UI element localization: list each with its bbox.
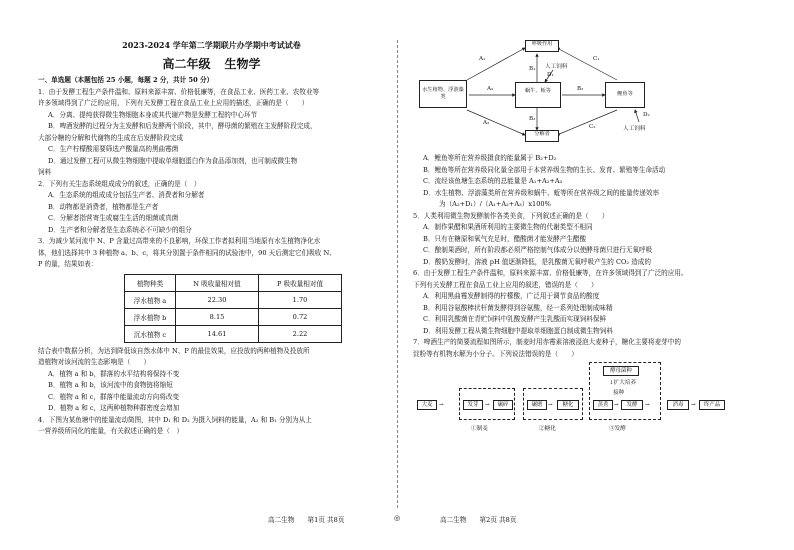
q3-option-b: B．植物 a 和 b，该河流中的食物链将缩短: [48, 381, 173, 389]
q6-stem-2: 下列有关发酵工程在食品工业上应用的叙述，错误的是（ ）: [413, 280, 598, 289]
b2-label: B₂: [577, 86, 584, 92]
a2-label: A₂: [487, 86, 494, 92]
germ-box: 发芽: [463, 400, 483, 410]
stage-malting: ①制麦: [471, 426, 488, 432]
footer-right: 高二生物 第2页 共8页: [440, 516, 517, 524]
q4-option-d: D．水生植物、浮游藻类所在营养级和蜗牛、蚯等所在营养级之间的能量传递效率: [423, 188, 660, 197]
q3-option-c: C．植物 a 和 c，群落中能量流动方向将改变: [48, 392, 180, 401]
table-header-cell: P 吸收量相对值: [259, 274, 342, 291]
table-cell: 浮水植物 a: [125, 291, 176, 308]
q2-option-b: B．动物都是消费者，植物都是生产者: [48, 202, 159, 211]
q4-stem-1: 4．下图为某鱼塘中的能量流动简图，其中 D₁ 和 D₂ 为摄入饲料的能量，A₂ 和 B₁ 分别为从上: [38, 415, 312, 424]
table-cell: 0.72: [259, 308, 342, 325]
ferment-box: 发酵: [621, 400, 643, 410]
arrow-3: →: [548, 402, 553, 408]
q4-option-c: C．流经该鱼塘生态系统的总能量是 A₁+A₂+A₃: [423, 177, 563, 185]
exam-title: 2023-2024 学年第二学期联片办学期中考试试卷: [122, 40, 301, 50]
energy-flow-diagram: [417, 40, 780, 150]
c2-label: C₂: [589, 124, 596, 130]
q4-option-a: A．鲤鱼等所在营养级摄食的能量属于 B₂+D₂: [423, 154, 557, 162]
table-cell: 浮水植物 b: [125, 308, 176, 325]
q4-stem-2: 一营养级所同化的能量，有关叙述正确的是（ ）: [38, 427, 184, 435]
table-header-cell: N 吸收量相对值: [176, 274, 259, 291]
q3-option-d: D．植物 a 和 c，这两种植物种群密度会增加: [48, 404, 180, 412]
crush2-box: 碾磨: [527, 400, 547, 410]
b3-label: B₃: [529, 116, 536, 122]
q3-stem-2: 体，他们选择其中 3 种植物 a、b、c，将其分别置于条件相同的试验池中，90 天后测定它们吸收 N、: [38, 248, 336, 257]
q5-option-a: A．制作果醋和果酒所利用的主要微生物的代谢类型不相同: [423, 223, 593, 231]
boil-box: 蒸煮: [593, 400, 613, 410]
q1-stem-2: 许多领域得到了广泛的应用，下列有关发酵工程在食品工业上应用的描述，正确的是（ ）: [38, 99, 309, 107]
snail-box: 蜗牛、蚯等: [515, 82, 561, 108]
q3-stem-1: 3．为减少某河流中 N、P 含量过高带来的不良影响，环保工作者拟利用当地原有水生植物净化水: [38, 237, 321, 245]
grade-label: 高二年级: [162, 57, 211, 71]
q6-option-b: B．利用谷氨酸棒状杆菌发酵得到谷氨酸，经一系列处理制成味精: [423, 303, 613, 312]
section-heading: 一、单选题（本题包括 25 小题，每题 2 分，共计 50 分）: [38, 76, 214, 84]
filter-box: 消毒: [667, 400, 689, 410]
d2-label: D₂: [643, 112, 650, 118]
breath-box: 呼吸作用: [525, 40, 559, 52]
q3-option-a: A．植物 a 和 b，群落的水平结构将保持不变: [48, 369, 180, 378]
page-right: [397, 0, 794, 550]
stage-ferment: ③发酵: [609, 426, 626, 432]
c1-label: C₁: [593, 56, 600, 62]
b1-label: B₁: [529, 66, 536, 72]
q2-option-d: D．生产者和分解者是生态系统必不可缺少的组分: [48, 225, 192, 234]
table-cell: 14.61: [176, 325, 259, 342]
expand-label: ↓扩大培养: [609, 380, 637, 386]
q7-stem-1: 7．啤酒生产的简要流程如图所示，制麦时用赤霉素溶液浸泡大麦种子，糖化主要将麦芽中的: [413, 338, 681, 346]
arrow-1: →: [439, 402, 444, 408]
q1-option-c: C．生产柠檬酸需要筛选产酸量高的黑曲霉菌: [48, 145, 179, 153]
table-cell: 8.15: [176, 308, 259, 325]
arrow-4: →: [614, 402, 619, 408]
producer-box: 水生植物、浮游藻类: [419, 80, 467, 108]
q2-option-c: C．分解者指营寄生或腐生生活的细菌或真菌: [48, 214, 179, 222]
table-cell: 22.30: [176, 291, 259, 308]
beer-process-diagram: [413, 362, 780, 452]
stage-saccharify: ②糖化: [539, 426, 556, 432]
q6-stem-1: 6．由于发酵工程生产条件温和，原料来源丰富、价格低廉等，在许多领域得到了广泛的应用。: [413, 269, 688, 277]
arrow-2: →: [485, 402, 490, 408]
d1-label: D₁: [547, 72, 554, 78]
a1-label: A₁: [479, 56, 486, 62]
barley-box: 大麦: [417, 400, 437, 410]
q3-after-1: 结合表中数据分析，为达到降低该自然水体中 N、P 的最佳效果，应投放的两种植物及投放所: [38, 346, 310, 355]
subject-label: 生物学: [224, 57, 261, 71]
table-header-row: [125, 274, 342, 291]
table-cell: 沉水植物 c: [125, 325, 176, 342]
q5-option-d: D．酸奶发酵时，溶液 pH 值逐渐降低，是乳酸菌无氧呼吸产生的 CO₂ 造成的: [423, 257, 651, 266]
q6-option-c: C．利用乳酸菌在青贮饲料中乳酸发酵产生乳酸而实现饲料保鲜: [423, 315, 607, 323]
sugar-box: 糖化: [557, 400, 579, 410]
q3-stem-3: P 的量，结果如表：: [38, 260, 98, 268]
q7-stem-2: 淀粉等有机物水解为小分子。下列说法错误的是（ ）: [413, 349, 578, 358]
table-cell: 2.22: [259, 325, 342, 342]
q1-option-b: B．啤酒发酵的过程分为主发酵和后发酵两个阶段，其中，酵母菌的繁殖在主发酵阶段完成，: [48, 122, 317, 130]
grade-subject: [38, 55, 385, 72]
fish-box: 鲤鱼等: [605, 82, 645, 108]
a3-label: A₃: [483, 120, 490, 126]
inoculate-label: 接种: [613, 390, 625, 396]
table-row: [125, 325, 342, 342]
q3-after-2: 造植物对该河流的生态影响是（ ）: [38, 358, 151, 366]
q6-option-d: D．利用发酵工程从微生物细胞中提取单细胞蛋白制成微生物饲料: [423, 326, 613, 335]
q6-option-a: A．利用黑曲霉发酵制得的柠檬酸，广泛用于调节食品的酸度: [423, 292, 600, 300]
q1-option-a: A．分离、提纯获得微生物细胞本身或其代谢产物是发酵工程的中心环节: [48, 110, 258, 119]
footer-left: 高二生物 第1页 共8页: [268, 516, 345, 524]
footer-circle: ◎: [394, 514, 401, 522]
arrow-5: →: [645, 402, 650, 408]
feed1-label: 人工饲料: [545, 64, 568, 70]
table-row: [125, 291, 342, 308]
finished-box: 终产品: [699, 400, 725, 410]
decomposer-box: 分解者: [525, 130, 559, 142]
table-cell: 1.70: [259, 291, 342, 308]
table-header-cell: 植物种类: [125, 274, 176, 291]
q1-option-d-cont: 饲料: [38, 168, 52, 176]
crush-box: 碾碎: [493, 400, 513, 410]
table-row: [125, 308, 342, 325]
q5-option-b: B．只有在糖原和氧气充足时，醋酸菌才能发酵产生醋酸: [423, 234, 587, 243]
q5-stem: 5．人类利用微生物发酵制作各类美食，下列叙述正确的是（ ）: [413, 211, 609, 220]
arrow-6: →: [691, 402, 696, 408]
q1-option-b-cont: 大部分糖的分解和代谢物的生成在后发酵阶段完成: [38, 133, 184, 142]
q2-option-a: A．生态系统的组成成分包括生产者、消费者和分解者: [48, 191, 205, 199]
q1-option-d: D．通过发酵工程可从微生物细胞中提取单细胞蛋白作为食品添加剂，也可制成微生物: [48, 156, 298, 165]
yeast-box: 酵母菌种: [603, 366, 639, 376]
q4-option-b: B．鲤鱼等所在营养级同化量全部用于本营养级生物的生长、发育、繁殖等生命活动: [423, 165, 666, 174]
q4-option-d-cont: 为（A₂+D₁）/（A₁+A₂+A₃）x100%: [439, 200, 551, 208]
feed2-label: 人工饲料: [623, 126, 646, 132]
q5-option-c: C．酿制果酒时，所有阶段都必须严格控制气体成分以使酵母菌只进行无氧呼吸: [423, 246, 653, 254]
q3-table: [124, 274, 342, 343]
q2-stem: 2．下列有关生态系统组成成分的叙述，正确的是（ ）: [38, 179, 201, 188]
q1-stem-1: 1．由于发酵工程生产条件温和、原料来源丰富、价格低廉等，在食品工业、医药工业、农牧业等: [38, 87, 320, 96]
